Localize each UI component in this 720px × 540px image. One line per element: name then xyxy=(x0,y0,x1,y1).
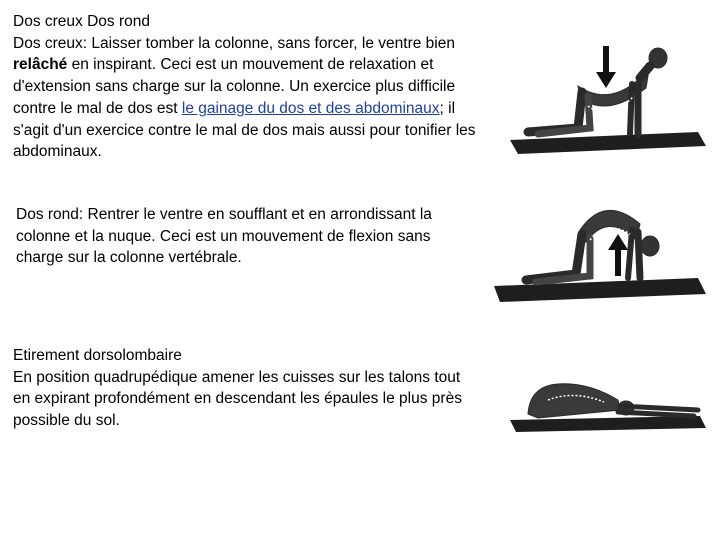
term-label: Dos rond xyxy=(16,206,79,223)
bold-word: relâché xyxy=(13,56,68,74)
down-arrow-head xyxy=(596,72,616,88)
etirement-illustration xyxy=(508,370,708,432)
body-text: : Rentrer le ventre en soufflant et en arrondissant la colonne et la nuque. Ceci est un mouvement de flexion sans charge sur la colonne vertébrale. xyxy=(16,206,432,267)
body-text: En position quadrupédique amener les cuisses sur les talons tout en expirant profondément en descendant les épaules le plus près possible du sol. xyxy=(13,368,462,430)
term-label: Dos creux xyxy=(13,34,83,52)
section-title: Etirement dorsolombaire xyxy=(13,347,182,364)
body-text: ; il s'agit d'un exercice contre le mal de dos mais aussi pour tonifier les abdominaux. xyxy=(13,99,476,161)
yoga-mat xyxy=(510,416,706,432)
person-figure xyxy=(528,48,667,134)
section-body xyxy=(13,33,483,163)
down-arrow-icon xyxy=(603,46,609,74)
section-dos-rond xyxy=(16,204,471,269)
dos-rond-illustration xyxy=(490,190,710,302)
section-dos-creux xyxy=(13,11,483,163)
section-etirement xyxy=(13,345,468,432)
dos-creux-illustration xyxy=(508,36,708,154)
gainage-link[interactable]: le gainage du dos et des abdominaux xyxy=(181,99,440,117)
up-arrow-icon xyxy=(615,248,621,276)
person-figure xyxy=(528,384,698,418)
body-text: en inspirant. Ceci est un mouvement de relaxation et d'extension sans charge sur la colonne. Un exercice plus difficile contre le mal de dos est xyxy=(13,56,456,117)
body-text: : Laisser tomber la colonne, sans forcer, le ventre bien xyxy=(82,34,455,52)
section-title: Dos creux Dos rond xyxy=(13,13,150,30)
up-arrow-head xyxy=(608,234,628,250)
person-figure xyxy=(526,210,659,282)
